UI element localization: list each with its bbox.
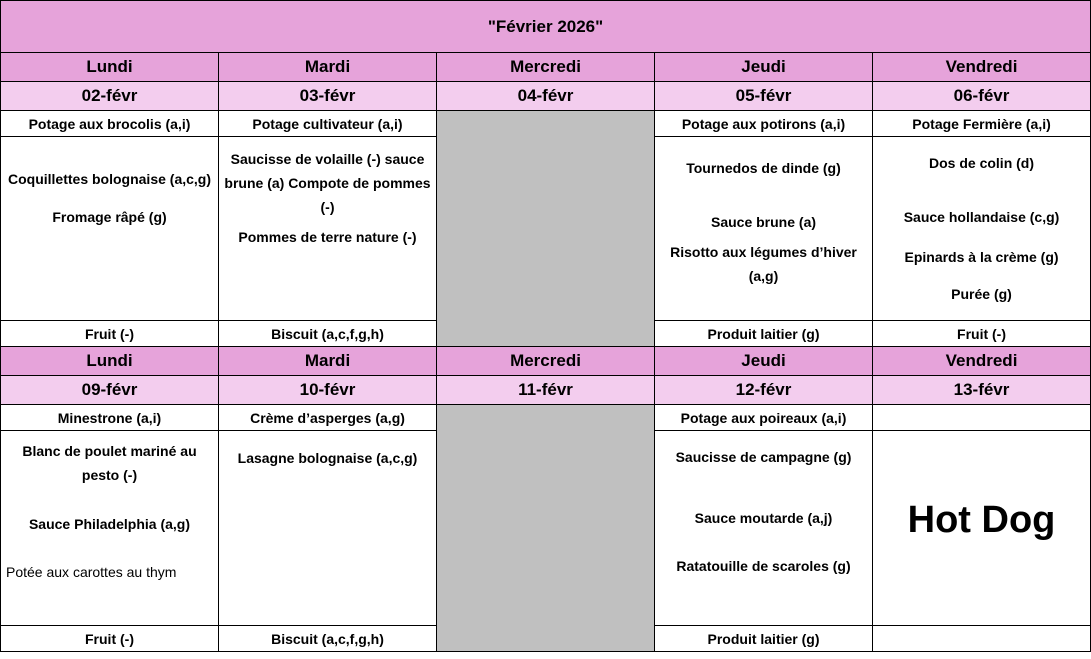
spacer <box>4 584 215 618</box>
spacer <box>4 229 215 291</box>
day-header-mercredi: Mercredi <box>437 347 655 376</box>
dessert-cell: Fruit (-) <box>873 321 1091 347</box>
soup-cell: Potage aux brocolis (a,i) <box>1 111 219 137</box>
week2-day-row <box>1 347 1091 376</box>
dessert-cell: Fruit (-) <box>1 626 219 652</box>
day-header-jeudi: Jeudi <box>655 53 873 82</box>
date-cell: 09-févr <box>1 376 219 405</box>
main-cell-mardi <box>219 431 437 626</box>
spacer <box>658 578 869 612</box>
sauce: Sauce moutarde (a,j) <box>694 509 833 526</box>
main-dish: Tournedos de dinde (g) <box>686 159 841 176</box>
soup-cell: Potage cultivateur (a,i) <box>219 111 437 137</box>
side-dish: Risotto aux légumes d’hiver (a,g) <box>670 243 857 284</box>
date-cell: 06-févr <box>873 82 1091 111</box>
day-header-lundi: Lundi <box>1 53 219 82</box>
closed-day-block <box>437 111 655 347</box>
week1-date-row <box>1 82 1091 111</box>
side-dish: Pommes de terre nature (-) <box>238 228 417 245</box>
dessert-cell: Fruit (-) <box>1 321 219 347</box>
week1-soup-row <box>1 111 1091 137</box>
dessert-cell: Produit laitier (g) <box>655 626 873 652</box>
main-cell-jeudi <box>655 431 873 626</box>
main-dish: Lasagne bolognaise (a,c,g) <box>237 450 418 466</box>
spacer <box>876 175 1087 205</box>
main-dish: Blanc de poulet mariné au pesto (-) <box>22 442 197 483</box>
spacer <box>4 191 215 205</box>
main-cell-lundi <box>1 137 219 321</box>
main-cell-jeudi <box>655 137 873 321</box>
dessert-cell: Biscuit (a,c,f,g,h) <box>219 321 437 347</box>
main-cell-vendredi <box>873 137 1091 321</box>
day-header-vendredi: Vendredi <box>873 53 1091 82</box>
week2-date-row <box>1 376 1091 405</box>
sauce: Sauce Philadelphia (a,g) <box>28 515 191 532</box>
soup-cell: Potage Fermière (a,i) <box>873 111 1091 137</box>
special-dish: Hot Dog <box>907 498 1056 541</box>
soup-cell: Potage aux potirons (a,i) <box>655 111 873 137</box>
date-cell: 04-févr <box>437 82 655 111</box>
spacer <box>658 180 869 210</box>
date-cell: 10-févr <box>219 376 437 405</box>
day-header-mardi: Mardi <box>219 53 437 82</box>
main-dish: Saucisse de campagne (g) <box>675 448 852 465</box>
day-header-mercredi: Mercredi <box>437 53 655 82</box>
spacer <box>4 487 215 512</box>
day-header-jeudi: Jeudi <box>655 347 873 376</box>
soup-cell: Potage aux poireaux (a,i) <box>655 405 873 431</box>
main-dish: Saucisse de volaille (-) sauce brune (a) Compote de pommes (-) <box>224 150 431 215</box>
sauce: Sauce brune (a) <box>710 213 817 230</box>
dessert-cell: Biscuit (a,c,f,g,h) <box>219 626 437 652</box>
date-cell: 13-févr <box>873 376 1091 405</box>
side-dish: Ratatouille de scaroles (g) <box>676 557 851 574</box>
side-dish: Purée (g) <box>951 286 1012 302</box>
spacer <box>222 249 433 311</box>
side-dish: Epinards à la crème (g) <box>904 249 1059 265</box>
week1-day-row <box>1 53 1091 82</box>
main-cell-mardi <box>219 137 437 321</box>
side-dish: Potée aux carottes au thym <box>6 563 177 580</box>
soup-cell <box>873 405 1091 431</box>
main-cell-lundi <box>1 431 219 626</box>
soup-cell: Minestrone (a,i) <box>1 405 219 431</box>
date-cell: 05-févr <box>655 82 873 111</box>
main-dish: Dos de colin (d) <box>929 155 1035 171</box>
sauce: Sauce hollandaise (c,g) <box>903 209 1060 225</box>
spacer <box>658 530 869 554</box>
day-header-vendredi: Vendredi <box>873 347 1091 376</box>
main-dish: Coquillettes bolognaise (a,c,g) <box>7 170 212 187</box>
closed-day-block <box>437 405 655 652</box>
date-cell: 03-févr <box>219 82 437 111</box>
spacer <box>658 469 869 506</box>
main-cell-vendredi <box>873 431 1091 626</box>
side-dish: Fromage râpé (g) <box>52 208 167 225</box>
date-cell: 11-févr <box>437 376 655 405</box>
week2-soup-row <box>1 405 1091 431</box>
spacer <box>4 536 215 560</box>
date-cell: 12-févr <box>655 376 873 405</box>
spacer <box>658 288 869 302</box>
day-header-lundi: Lundi <box>1 347 219 376</box>
dessert-cell <box>873 626 1091 652</box>
spacer <box>222 470 433 610</box>
spacer <box>876 269 1087 282</box>
soup-cell: Crème d’asperges (a,g) <box>219 405 437 431</box>
day-header-mardi: Mardi <box>219 347 437 376</box>
dessert-cell: Produit laitier (g) <box>655 321 873 347</box>
title-row <box>1 1 1091 53</box>
spacer <box>876 229 1087 245</box>
date-cell: 02-févr <box>1 82 219 111</box>
menu-title: "Février 2026" <box>1 1 1091 53</box>
